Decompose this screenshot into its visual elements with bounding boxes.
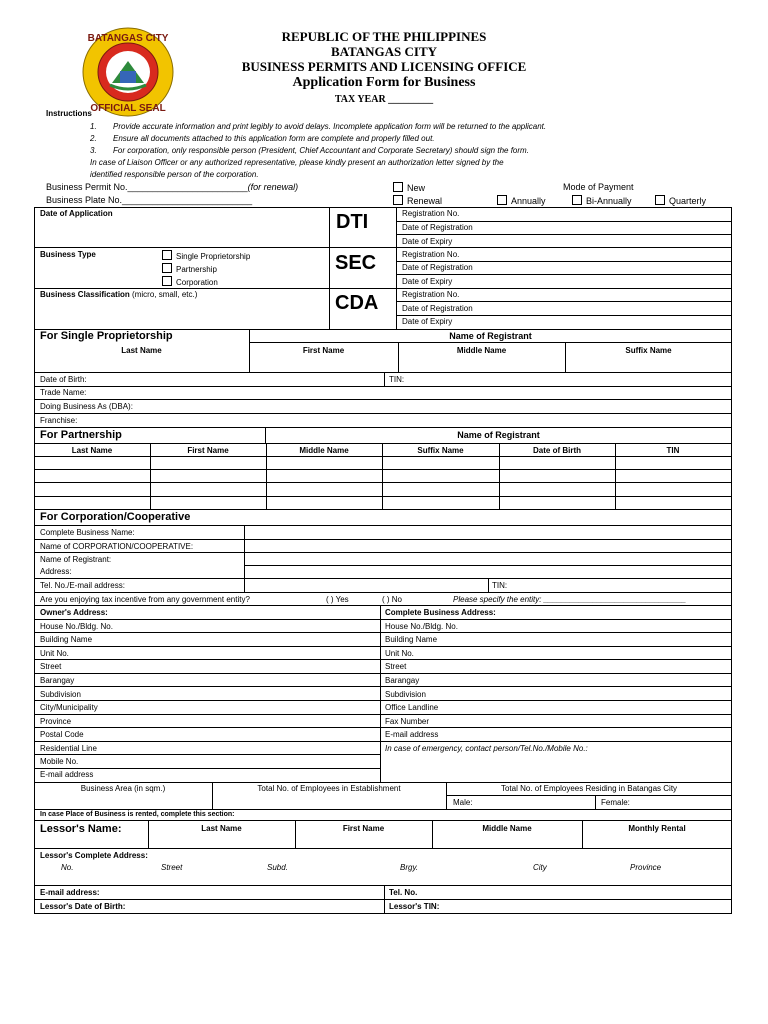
lessor-last-name[interactable]: Last Name — [201, 824, 242, 833]
partnership-col-dob: Date of Birth — [533, 446, 581, 455]
header-city: BATANGAS CITY — [330, 44, 438, 59]
single-suffix-name-label: Suffix Name — [625, 346, 672, 355]
new-label: New — [407, 183, 426, 193]
partnership-checkbox[interactable] — [162, 263, 217, 274]
lessor-addr-city[interactable]: City — [533, 863, 547, 872]
business-permit-no[interactable] — [46, 182, 298, 192]
bi-annually-checkbox[interactable] — [572, 195, 632, 206]
form-title: Application Form for Business — [292, 75, 476, 90]
instruction-num-3: 3. — [90, 146, 97, 155]
renewal-label: Renewal — [407, 196, 443, 206]
male-employees[interactable]: Male: — [453, 798, 473, 807]
tax-year: TAX YEAR _________ — [334, 94, 434, 105]
header-republic: REPUBLIC OF THE PHILIPPINES — [281, 29, 487, 44]
lessor-middle-name[interactable]: Middle Name — [482, 824, 532, 833]
franchise[interactable]: Franchise: — [40, 416, 78, 425]
partnership-col-last: Last Name — [71, 446, 113, 455]
header-office: BUSINESS PERMITS AND LICENSING OFFICE — [241, 59, 527, 74]
single-dob[interactable]: Date of Birth: — [40, 375, 87, 384]
lessor-email[interactable]: E-mail address: — [40, 888, 100, 897]
corp-address[interactable]: Address: — [40, 567, 72, 576]
single-prop-label: Single Proprietorship — [176, 252, 251, 261]
business-plate-no[interactable]: Business Plate No.__________________________ — [46, 195, 253, 205]
bi-annually-label: Bi-Annually — [586, 196, 632, 206]
lessor-dob[interactable]: Lessor's Date of Birth: — [40, 902, 126, 911]
dti-date-reg[interactable]: Date of Registration — [402, 223, 473, 232]
incentive-no[interactable]: ( ) No — [382, 595, 402, 604]
dti-label: DTI — [336, 211, 369, 233]
owner-postal-code[interactable]: Postal Code — [40, 730, 84, 739]
owner-province[interactable]: Province — [40, 717, 72, 726]
lessor-tin[interactable]: Lessor's TIN: — [389, 902, 440, 911]
business-fax-number[interactable]: Fax Number — [385, 717, 430, 726]
corporation-heading: For Corporation/Cooperative — [40, 511, 191, 523]
quarterly-checkbox[interactable] — [655, 195, 706, 206]
business-subdivision[interactable]: Subdivision — [385, 690, 426, 699]
business-house-no[interactable]: House No./Bldg. No. — [385, 622, 458, 631]
business-class-note: (micro, small, etc.) — [132, 290, 198, 299]
name-of-corporation[interactable]: Name of CORPORATION/COOPERATIVE: — [40, 542, 194, 551]
sec-reg-no[interactable]: Registration No. — [402, 250, 460, 259]
sec-date-exp[interactable]: Date of Expiry — [402, 277, 453, 286]
trade-name[interactable]: Trade Name: — [40, 388, 87, 397]
owner-unit-no[interactable]: Unit No. — [40, 649, 69, 658]
business-email[interactable]: E-mail address — [385, 730, 439, 739]
owner-subdivision[interactable]: Subdivision — [40, 690, 81, 699]
cda-label: CDA — [335, 292, 379, 314]
single-first-name-label: First Name — [302, 346, 345, 355]
lessors-name-label: Lessor's Name: — [40, 823, 122, 835]
business-address-heading: Complete Business Address: — [385, 608, 496, 617]
sec-date-reg[interactable]: Date of Registration — [402, 263, 473, 272]
total-employees-label[interactable]: Total No. of Employees in Establishment — [257, 784, 401, 793]
rented-note: In case Place of Business is rented, complete this section: — [40, 811, 235, 818]
corporation-label: Corporation — [176, 278, 218, 287]
seal-top-text: BATANGAS CITY — [87, 33, 169, 44]
lessor-addr-subd[interactable]: Subd. — [267, 863, 288, 872]
dti-date-exp[interactable]: Date of Expiry — [402, 237, 453, 246]
renewal-checkbox[interactable] — [393, 195, 442, 206]
lessor-addr-no[interactable]: No. — [61, 863, 74, 872]
instruction-3: For corporation, only responsible person (President, Chief Accountant and Corporate Secretary) should sign the form. — [113, 146, 529, 155]
partnership-col-suffix: Suffix Name — [417, 446, 464, 455]
owner-email[interactable]: E-mail address — [40, 770, 94, 779]
employees-residing-label: Total No. of Employees Residing in Batangas City — [500, 784, 678, 793]
annually-checkbox[interactable] — [497, 195, 546, 206]
instruction-num-2: 2. — [90, 134, 97, 143]
instructions-heading: Instructions — [46, 109, 92, 118]
instruction-note-2: identified responsible person of the corporation. — [90, 170, 259, 179]
lessor-addr-brgy[interactable]: Brgy. — [400, 863, 419, 872]
business-street[interactable]: Street — [385, 662, 407, 671]
partnership-label: Partnership — [176, 265, 217, 274]
dti-reg-no[interactable]: Registration No. — [402, 209, 460, 218]
partnership-heading: For Partnership — [40, 429, 122, 441]
owner-street[interactable]: Street — [40, 662, 62, 671]
business-building-name[interactable]: Building Name — [385, 635, 438, 644]
date-of-application-label: Date of Application — [40, 209, 113, 218]
corporation-checkbox[interactable] — [162, 276, 218, 287]
lessor-first-name[interactable]: First Name — [342, 824, 385, 833]
instruction-num-1: 1. — [90, 122, 97, 131]
quarterly-label: Quarterly — [669, 196, 707, 206]
female-employees[interactable]: Female: — [601, 798, 630, 807]
instruction-2: Ensure all documents attached to this application form are complete and properly filled out. — [113, 134, 435, 143]
cda-reg-no[interactable]: Registration No. — [402, 290, 460, 299]
single-last-name-label: Last Name — [121, 346, 162, 355]
new-checkbox[interactable] — [393, 182, 425, 193]
annually-label: Annually — [511, 196, 546, 206]
business-area-label[interactable]: Business Area (in sqm.) — [80, 784, 166, 793]
date-of-application-field[interactable] — [35, 221, 328, 246]
permit-no-note: (for renewal) — [247, 182, 299, 192]
single-tin[interactable]: TIN: — [389, 375, 405, 384]
single-middle-name-label: Middle Name — [456, 346, 507, 355]
single-prop-checkbox[interactable] — [162, 250, 250, 261]
business-unit-no[interactable]: Unit No. — [385, 649, 414, 658]
incentive-specify[interactable]: Please specify the entity: ________________________________ — [453, 595, 687, 604]
partnership-col-middle: Middle Name — [299, 446, 349, 455]
owner-barangay[interactable]: Barangay — [40, 676, 75, 685]
partnership-col-tin: TIN — [666, 446, 680, 455]
business-office-landline[interactable]: Office Landline — [385, 703, 439, 712]
owner-building-name[interactable]: Building Name — [40, 635, 93, 644]
instruction-note-1: In case of Liaison Officer or any authorized representative, please kindly present an authorization letter signed by the — [90, 158, 504, 167]
business-type-label: Business Type — [40, 250, 96, 259]
cda-date-reg[interactable]: Date of Registration — [402, 304, 473, 313]
owners-address-heading: Owner's Address: — [40, 608, 108, 617]
instruction-1: Provide accurate information and print legibly to avoid delays. Incomplete application form will be returned to the applicant. — [113, 122, 547, 131]
tax-incentive-question: Are you enjoying tax incentive from any government entity? — [40, 595, 250, 604]
lessor-addr-street[interactable]: Street — [161, 863, 183, 872]
seal-bottom-text: OFFICIAL SEAL — [90, 103, 166, 114]
doing-business-as[interactable]: Doing Business As (DBA): — [40, 402, 133, 411]
emergency-contact[interactable]: In case of emergency, contact person/Tel.No./Mobile No.: — [385, 744, 588, 753]
official-seal — [82, 27, 174, 117]
corp-name-of-registrant[interactable]: Name of Registrant: — [40, 555, 112, 564]
business-classification — [40, 290, 197, 299]
business-class-label: Business Classification — [40, 290, 130, 299]
partnership-name-of-registrant: Name of Registrant — [457, 430, 540, 440]
partnership-col-first: First Name — [187, 446, 229, 455]
corp-tel-email[interactable]: Tel. No./E-mail address: — [40, 581, 125, 590]
single-name-of-registrant: Name of Registrant — [449, 331, 532, 341]
owner-mobile-no[interactable]: Mobile No. — [40, 757, 79, 766]
sec-label: SEC — [335, 252, 377, 274]
lessor-tel[interactable]: Tel. No. — [389, 888, 418, 897]
permit-no-label: Business Permit No.________________________ — [46, 182, 248, 192]
corp-tin[interactable]: TIN: — [492, 581, 508, 590]
mode-of-payment-label: Mode of Payment — [563, 182, 634, 192]
cda-date-exp[interactable]: Date of Expiry — [402, 317, 453, 326]
incentive-yes[interactable]: ( ) Yes — [326, 595, 349, 604]
owner-residential-line[interactable]: Residential Line — [40, 744, 97, 753]
lessor-monthly-rental[interactable]: Monthly Rental — [628, 824, 686, 833]
single-prop-heading: For Single Proprietorship — [40, 330, 173, 342]
lessor-addr-province[interactable]: Province — [630, 863, 662, 872]
owner-city[interactable]: City/Municipality — [40, 703, 98, 712]
owner-house-no[interactable]: House No./Bldg. No. — [40, 622, 113, 631]
business-barangay[interactable]: Barangay — [385, 676, 420, 685]
complete-business-name[interactable]: Complete Business Name: — [40, 528, 135, 537]
lessor-address-label: Lessor's Complete Address: — [40, 851, 148, 860]
